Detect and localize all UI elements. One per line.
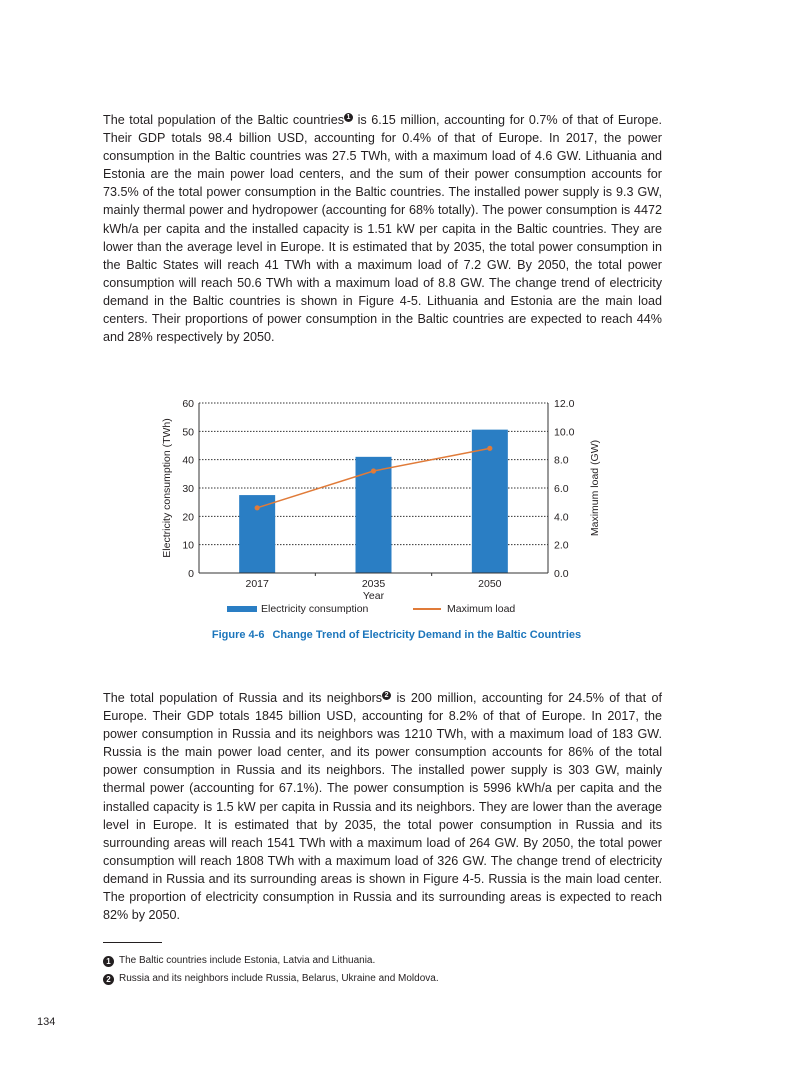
footnote-text: The Baltic countries include Estonia, Latvia and Lithuania.	[119, 955, 376, 966]
figure-caption	[0, 629, 793, 641]
paragraph-baltic	[103, 111, 662, 346]
legend-label: Maximum load	[447, 603, 516, 615]
x-tick-label: 2050	[478, 578, 502, 590]
y2-tick-label: 6.0	[554, 483, 569, 495]
footnote-number: 2	[103, 974, 114, 985]
y2-tick-label: 0.0	[554, 568, 569, 580]
y2-tick-label: 8.0	[554, 454, 569, 467]
footnote-2	[103, 973, 439, 985]
y-tick-label: 0	[188, 568, 194, 580]
y-axis-label: Electricity consumption (TWh)	[161, 418, 173, 558]
footnote-ref-1[interactable]: 1	[344, 113, 353, 122]
point-maximum-load	[371, 468, 376, 473]
y2-axis-label: Maximum load (GW)	[589, 439, 601, 537]
x-tick-label: 2035	[361, 578, 386, 590]
page-number: 134	[37, 1016, 56, 1028]
text: The total population of the Baltic countries	[103, 113, 344, 127]
text: The total population of Russia and its neighbors	[103, 691, 383, 705]
figure-number: Figure 4-6	[211, 629, 265, 641]
y-tick-label: 50	[182, 426, 194, 439]
footnote-1	[103, 955, 375, 967]
footnote-ref-2[interactable]: 2	[382, 691, 391, 700]
figure-title: Change Trend of Electricity Demand in the Baltic Countries	[272, 629, 582, 641]
point-maximum-load	[487, 446, 492, 451]
y2-tick-label: 4.0	[554, 511, 569, 524]
footnote-text: Russia and its neighbors include Russia, Belarus, Ukraine and Moldova.	[119, 973, 439, 984]
y-tick-label: 10	[182, 539, 194, 552]
y-tick-label: 60	[182, 398, 194, 410]
y2-tick-label: 2.0	[554, 539, 569, 552]
y2-tick-label: 12.0	[554, 398, 575, 410]
electricity-demand-chart	[155, 390, 625, 625]
legend-label: Electricity consumption	[261, 603, 369, 615]
footnote-divider	[103, 942, 162, 943]
y-tick-label: 30	[182, 483, 194, 495]
y2-tick-label: 10.0	[554, 426, 575, 439]
text: is 200 million, accounting for 24.5% of that of Europe. Their GDP totals 1845 billion USD, accounting for 8.2% of that of Europe. In 2017, the power consumption in Russia and its neighbors was 1210 TWh, with a maximum load of 183 GW. Russia is the main power load center, and its power consumption accounts for 86% of the total power consumption in Russia and its neighbors. The installed power supply is 303 GW, mainly thermal power (accounting for 67.1%). The power consumption is 5996 kWh/a per capita and the installed capacity is 1.5 kW per capita in Russia and its neighbors. They are lower than the average level in Europe. It is estimated that by 2035, the total power consumption in Russia and its surrounding areas will reach 1541 TWh with a maximum load of 264 GW. By 2050, the total power consumption will reach 1808 TWh with a maximum load of 326 GW. The change trend of electricity demand in Russia and its surrounding areas is shown in Figure 4-5. Russia is the main load center. The proportion of electricity consumption in Russia and its surrounding areas is expected to reach 82% by 2050.	[103, 691, 662, 923]
text: is 6.15 million, accounting for 0.7% of that of Europe. Their GDP totals 98.4 billion USD, accounting for 0.4% of that of Europe. In 2017, the power consumption in the Baltic countries was 27.5 TWh, with a maximum load of 4.6 GW. Lithuania and Estonia are the main power load centers, and the sum of their power consumption accounts for 73.5% of the total power consumption in the Baltic countries. The installed power supply is 9.3 GW, mainly thermal power and hydropower (accounting for 68% totally). The power consumption is 4472 kWh/a per capita and the installed capacity is 1.51 kW per capita in the Baltic countries. They are lower than the average level in Europe. It is estimated that by 2035, the total power consumption in the Baltic States will reach 41 TWh with a maximum load of 7.2 GW. By 2050, the total power consumption will reach 50.6 TWh with a maximum load of 8.8 GW. The change trend of electricity demand in the Baltic countries is shown in Figure 4-5. Lithuania and Estonia are the main load centers. Their proportions of power consumption in the Baltic countries are expected to reach 44% and 28% respectively by 2050.	[103, 113, 662, 345]
point-maximum-load	[255, 505, 260, 510]
y-tick-label: 20	[182, 511, 194, 524]
x-axis-label: Year	[362, 590, 385, 602]
legend-swatch-electricity-consumption	[227, 606, 257, 612]
paragraph-russia	[103, 689, 662, 924]
y-tick-label: 40	[182, 454, 194, 467]
footnote-number: 1	[103, 956, 114, 967]
x-tick-label: 2017	[245, 578, 269, 590]
